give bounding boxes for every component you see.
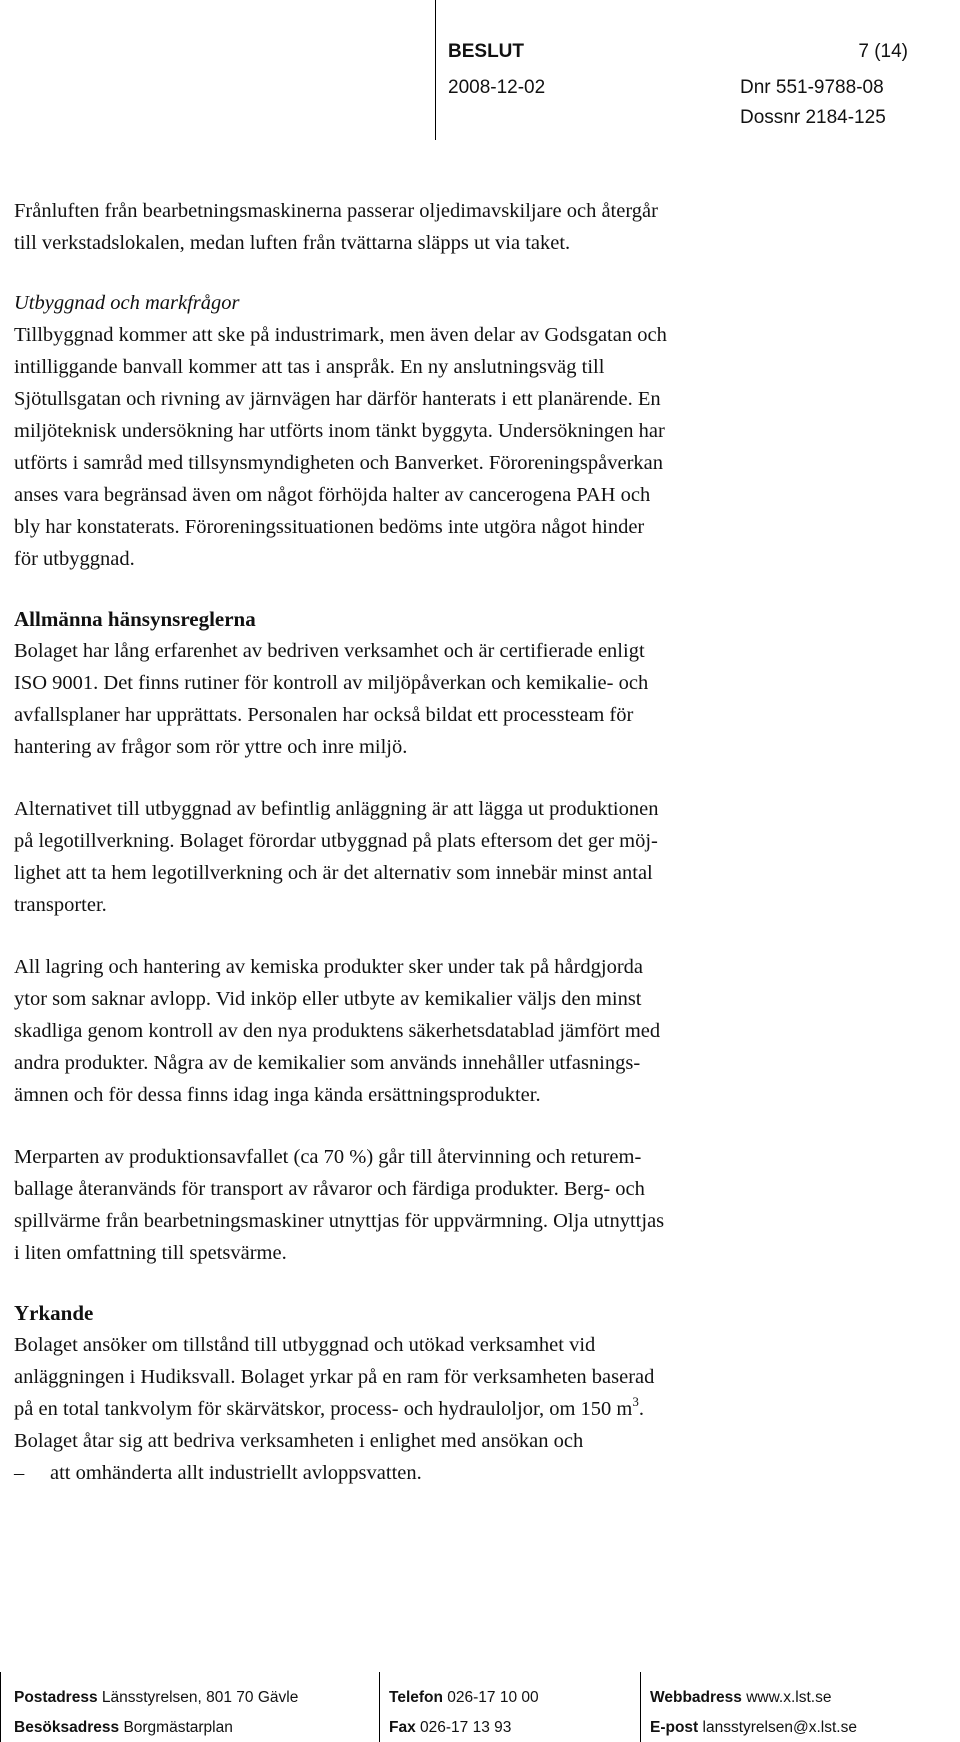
paragraph-line: Bolaget har lång erfarenhet av bedriven verksamhet och är certifierade enligt (14, 640, 645, 662)
paragraph-line: skadliga genom kontroll av den nya produktens säkerhetsdatablad jämfört med (14, 1020, 661, 1042)
header-divider (435, 0, 436, 140)
superscript: 3 (632, 1394, 639, 1409)
fax-label: Fax (389, 1719, 416, 1736)
paragraph-line: utförts i samråd med tillsynsmyndigheten och Banverket. Föroreningspåverkan (14, 452, 664, 474)
paragraph-line: Bolaget ansöker om tillstånd till utbyggnad och utökad verksamhet vid (14, 1334, 596, 1356)
footer-divider (640, 1672, 641, 1742)
paragraph-line: transporter. (14, 894, 107, 916)
paragraph-text: . (638, 1398, 644, 1420)
page-header (0, 0, 960, 140)
epost-label: E-post (650, 1719, 699, 1736)
paragraph-line: Merparten av produktionsavfallet (ca 70 %) går till återvinning och returem- (14, 1146, 642, 1168)
heading-allmanna-hansynsreglerna: Allmänna hänsynsreglerna (14, 607, 256, 631)
paragraph-line: anläggningen i Hudiksvall. Bolaget yrkar på en ram för verksamheten baserad (14, 1366, 655, 1388)
list-item-text: att omhänderta allt industriellt avloppsvatten. (50, 1462, 422, 1484)
besoksadress (14, 1718, 233, 1738)
list-item (14, 1457, 936, 1489)
intro-line: Frånluften från bearbetningsmaskinerna passerar oljedimavskiljare och återgår (14, 200, 658, 222)
telefon (389, 1688, 539, 1708)
webbadress-value: www.x.lst.se (746, 1689, 832, 1706)
paragraph-line: lighet att ta hem legotillverkning och är det alternativ som innebär minst antal (14, 862, 653, 884)
page-number: 7 (14) (858, 41, 908, 62)
paragraph-line: ytor som saknar avlopp. Vid inköp eller utbyte av kemikalier väljs den minst (14, 988, 642, 1010)
postadress-value: Länsstyrelsen, 801 70 Gävle (101, 1689, 299, 1706)
paragraph-line: spillvärme från bearbetningsmaskiner utnyttjas för uppvärmning. Olja utnyttjas (14, 1210, 665, 1232)
paragraph-line: anses vara begränsad även om något förhöjda halter av cancerogena PAH och (14, 484, 651, 506)
paragraph-line: ISO 9001. Det finns rutiner för kontroll av miljöpåverkan och kemikalie- och (14, 672, 649, 694)
postadress (14, 1688, 298, 1708)
heading-yrkande: Yrkande (14, 1301, 94, 1325)
intro-line: till verkstadslokalen, medan luften från tvättarna släpps ut via taket. (14, 232, 571, 254)
footer-divider (0, 1672, 1, 1742)
paragraph-line: avfallsplaner har upprättats. Personalen har också bildat ett processteam för (14, 704, 634, 726)
paragraph-line (14, 1393, 936, 1425)
paragraph-line: ämnen och för dessa finns idag inga kända ersättningsprodukter. (14, 1084, 541, 1106)
diary-number: Dnr 551-9788-08 (740, 77, 884, 98)
paragraph-line: intilliggande banvall kommer att tas i anspråk. En ny anslutningsväg till (14, 356, 605, 378)
telefon-label: Telefon (389, 1689, 443, 1706)
paragraph-line: bly har konstaterats. Föroreningssituationen bedöms inte utgöra något hinder (14, 516, 645, 538)
fax (389, 1718, 511, 1738)
postadress-label: Postadress (14, 1689, 98, 1706)
decision-date: 2008-12-02 (448, 77, 546, 98)
fax-value: 026-17 13 93 (420, 1719, 512, 1736)
document-type: BESLUT (448, 41, 524, 62)
paragraph-line: Tillbyggnad kommer att ske på industrimark, men även delar av Godsgatan och (14, 324, 667, 346)
subheading-utbyggnad: Utbyggnad och markfrågor (14, 292, 240, 314)
webbadress (650, 1688, 831, 1708)
paragraph-line: i liten omfattning till spetsvärme. (14, 1242, 287, 1264)
telefon-value: 026-17 10 00 (447, 1689, 539, 1706)
paragraph-line: andra produkter. Några av de kemikalier som används innehåller utfasnings- (14, 1052, 641, 1074)
paragraph-line: Bolaget åtar sig att bedriva verksamheten i enlighet med ansökan och (14, 1430, 584, 1452)
paragraph-line: på legotillverkning. Bolaget förordar utbyggnad på plats eftersom det ger möj- (14, 830, 658, 852)
besoksadress-value: Borgmästarplan (123, 1719, 233, 1736)
epost (650, 1718, 857, 1738)
paragraph-text: på en total tankvolym för skärvätskor, process- och hydrauloljor, om 150 m (14, 1398, 633, 1420)
paragraph-line: för utbyggnad. (14, 548, 135, 570)
paragraph-line: Sjötullsgatan och rivning av järnvägen har därför hanterats i ett planärende. En (14, 388, 661, 410)
epost-value: lansstyrelsen@x.lst.se (702, 1719, 857, 1736)
webbadress-label: Webbadress (650, 1689, 742, 1706)
besoksadress-label: Besöksadress (14, 1719, 120, 1736)
footer-divider (379, 1672, 380, 1742)
paragraph-line: Alternativet till utbyggnad av befintlig anläggning är att lägga ut produktionen (14, 798, 659, 820)
paragraph-line: ballage återanvänds för transport av råvaror och färdiga produkter. Berg- och (14, 1178, 645, 1200)
page-footer (0, 1672, 960, 1742)
paragraph-line: hantering av frågor som rör yttre och inre miljö. (14, 736, 408, 758)
dash-bullet: – (14, 1462, 25, 1484)
document-body (14, 195, 936, 1489)
dossier-number: Dossnr 2184-125 (740, 107, 886, 128)
paragraph-line: miljöteknisk undersökning har utförts inom tänkt byggyta. Undersökningen har (14, 420, 665, 442)
paragraph-line: All lagring och hantering av kemiska produkter sker under tak på hårdgjorda (14, 956, 644, 978)
